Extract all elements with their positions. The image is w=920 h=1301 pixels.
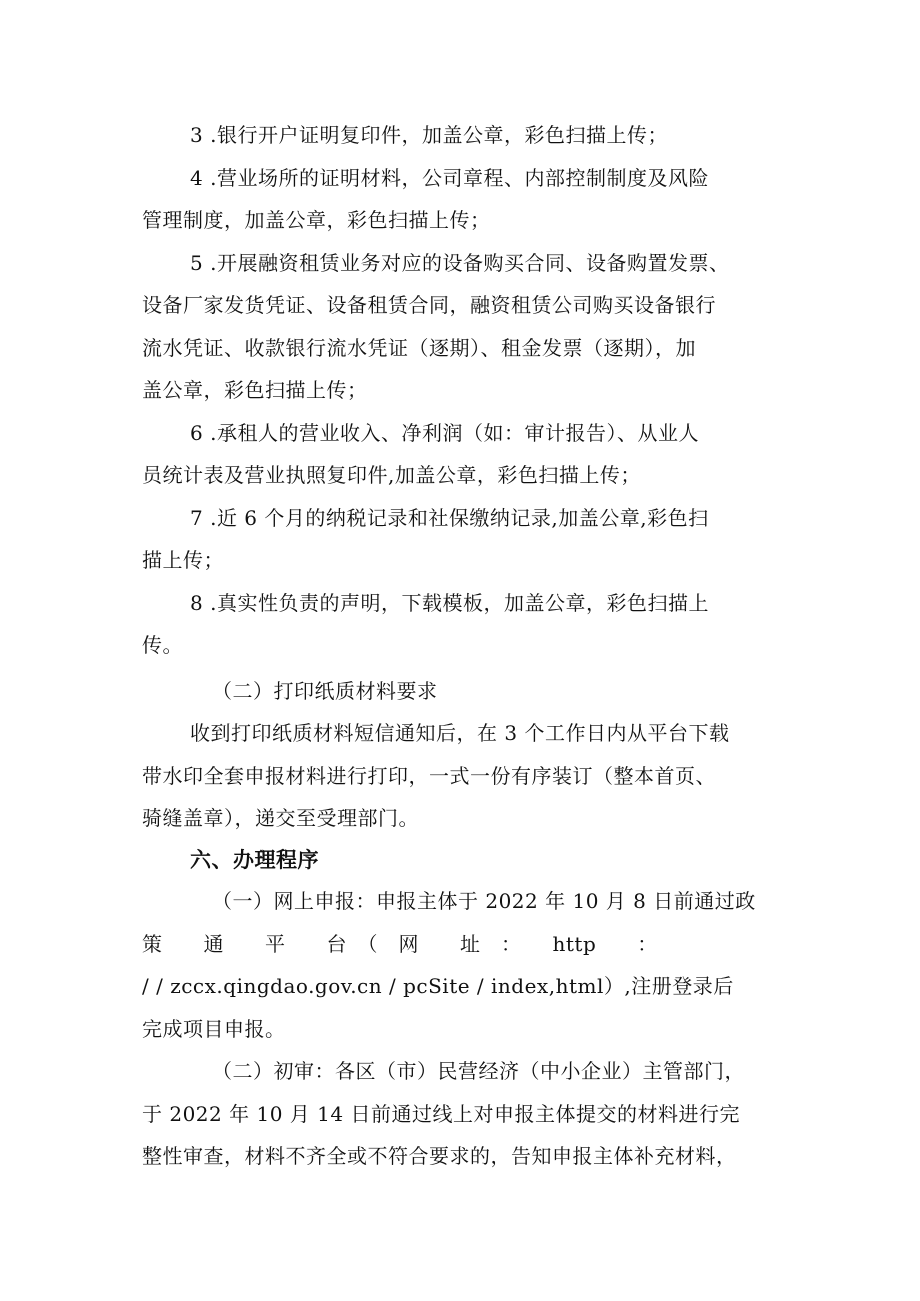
text-line: 管理制度，加盖公章，彩色扫描上传；	[142, 208, 491, 232]
subsection-heading: （二）打印纸质材料要求	[212, 679, 438, 703]
text-line: 盖公章，彩色扫描上传；	[142, 378, 368, 402]
text-line: 收到打印纸质材料短信通知后，在 3 个工作日内从平台下载	[190, 721, 730, 745]
text-line: （二）初审：各区（市）民营经济（中小企业）主管部门，	[212, 1059, 745, 1083]
section-heading: 六、办理程序	[190, 848, 319, 872]
text-line: 4 .营业场所的证明材料，公司章程、内部控制制度及风险	[190, 166, 709, 190]
text-line: 6 .承租人的营业收入、净利润（如：审计报告）、从业人	[190, 421, 699, 445]
text-line: 传。	[142, 633, 183, 657]
text-line: 描上传；	[142, 548, 224, 572]
text-line: 整性审查，材料不齐全或不符合要求的，告知申报主体补充材料，	[142, 1144, 737, 1168]
text-line: 骑缝盖章），递交至受理部门。	[142, 806, 419, 830]
text-line: 7 .近 6 个月的纳税记录和社保缴纳记录,加盖公章,彩色扫	[190, 506, 709, 530]
text-line: （一）网上申报：申报主体于 2022 年 10 月 8 日前通过政	[212, 889, 756, 913]
text-line: 流水凭证、收款银行流水凭证（逐期）、租金发票（逐期），加	[142, 336, 696, 360]
text-line: 于 2022 年 10 月 14 日前通过线上对申报主体提交的材料进行完	[142, 1102, 740, 1126]
text-line: 带水印全套申报材料进行打印，一式一份有序装订（整本首页、	[142, 764, 716, 788]
text-line: 完成项目申报。	[142, 1017, 286, 1041]
text-line: 3 .银行开户证明复印件，加盖公章，彩色扫描上传；	[190, 123, 668, 147]
text-line: 设备厂家发货凭证、设备租赁合同，融资租赁公司购买设备银行	[142, 293, 716, 317]
text-line: / / zccx.qingdao.gov.cn / pcSite / index,html）,注册登录后	[142, 974, 734, 998]
text-line: 员统计表及营业执照复印件,加盖公章，彩色扫描上传；	[142, 463, 641, 487]
text-line: 策 通 平 台 （ 网 址 ： http ：	[142, 932, 658, 956]
text-line: 5 .开展融资租赁业务对应的设备购买合同、设备购置发票、	[190, 251, 730, 275]
text-line: 8 .真实性负责的声明，下载模板，加盖公章，彩色扫描上	[190, 591, 709, 615]
